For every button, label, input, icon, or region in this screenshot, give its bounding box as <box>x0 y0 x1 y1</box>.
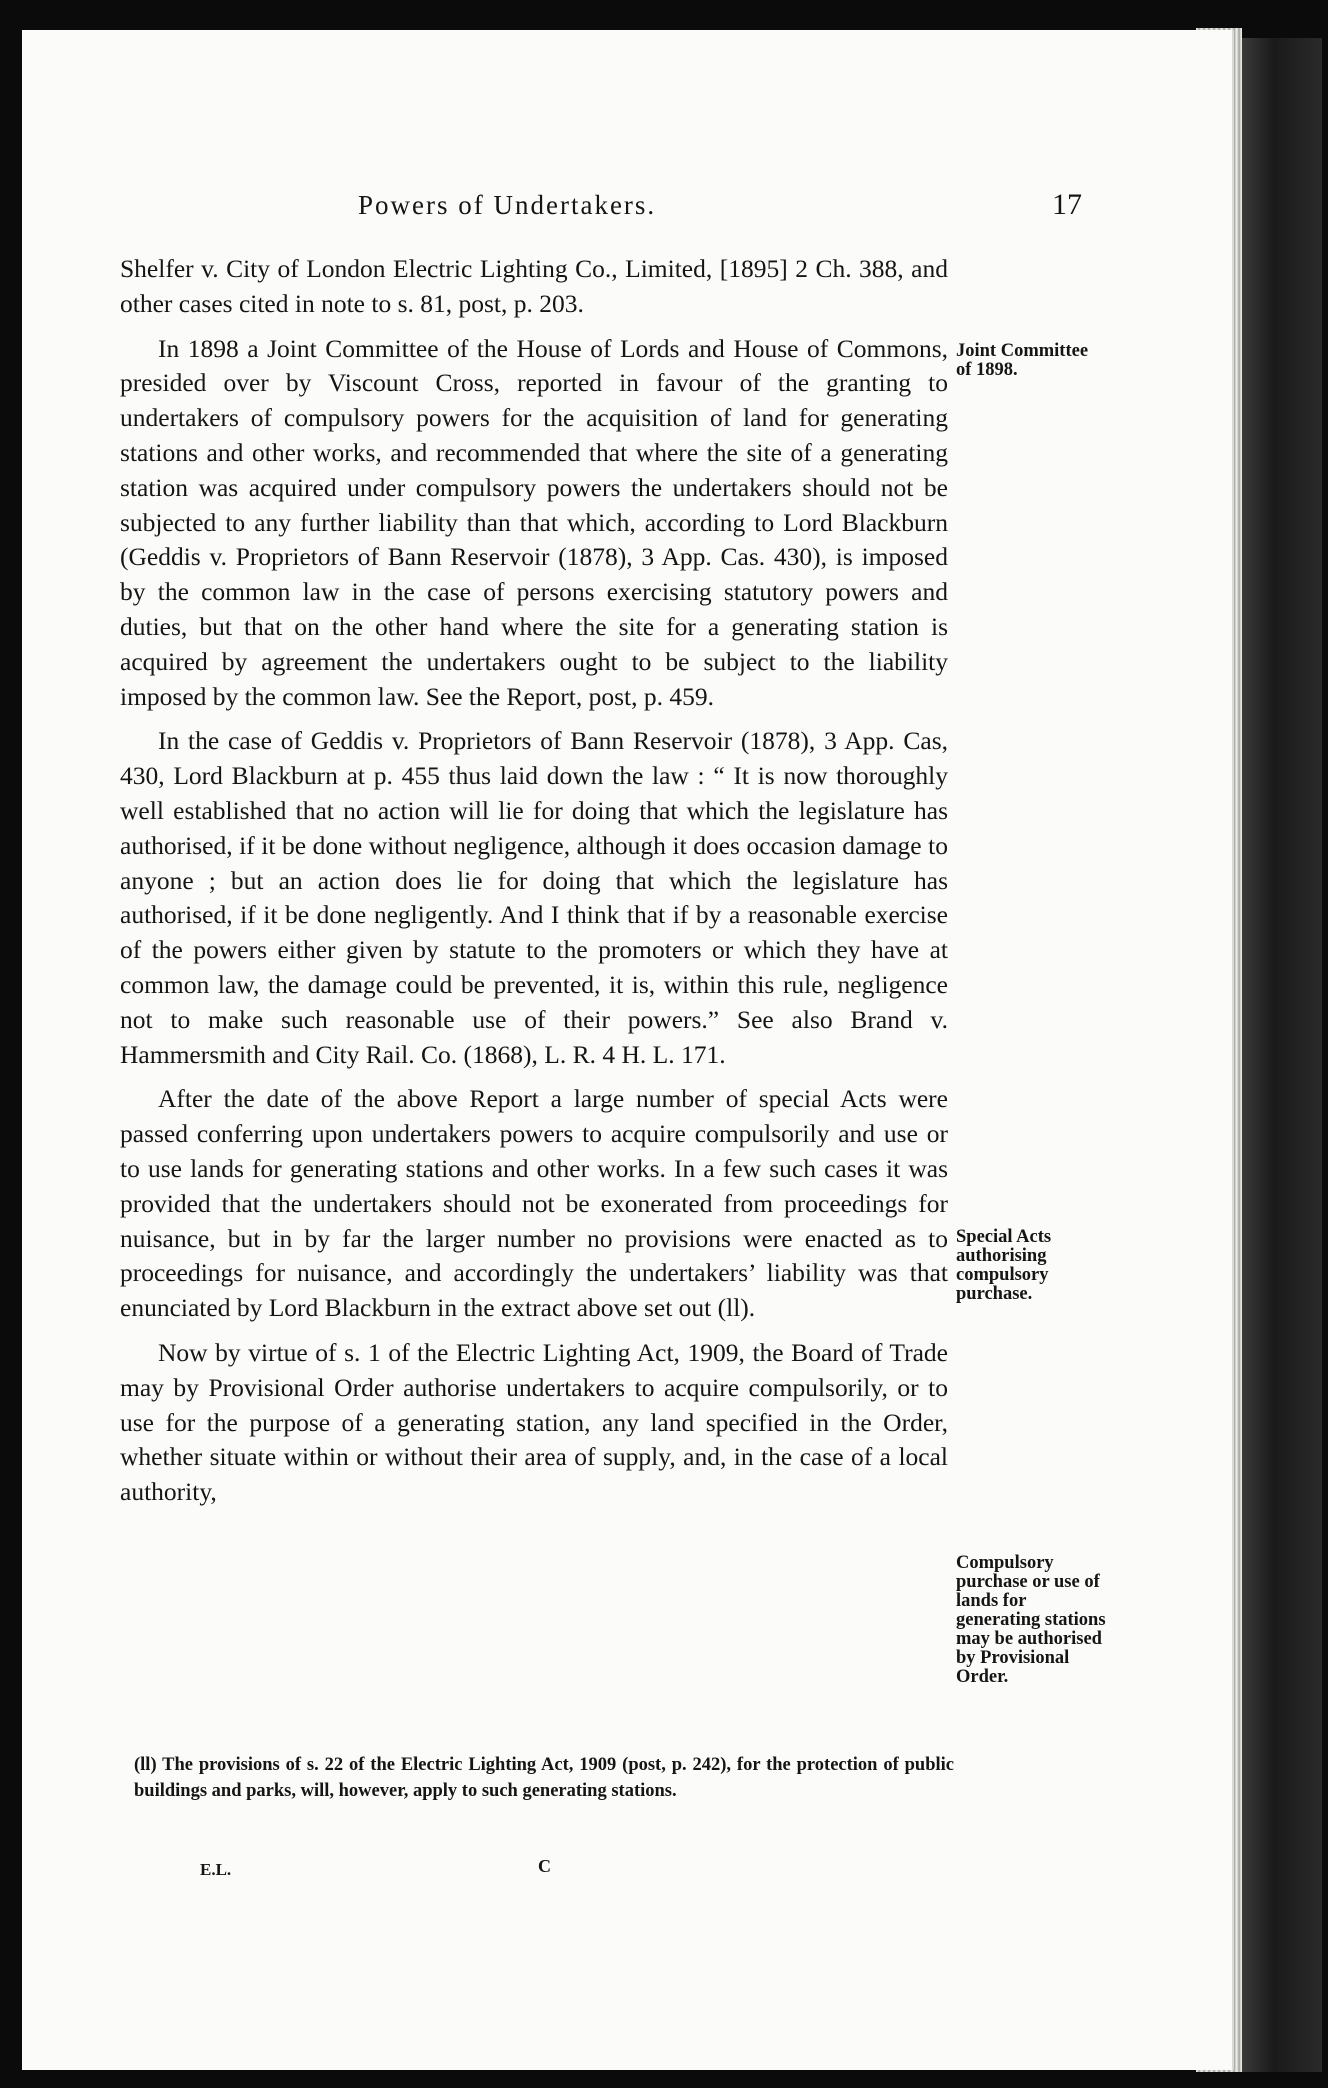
paragraph-4: After the date of the above Report a large number of special Acts were passed conferring upon undertakers powers to acquire compulsorily and use or to use lands for generating stations and other works. In a few such cases it was provided that the undertakers should not be exonerated from proceedings for nuisance, but in by far the larger number no provisions were enacted as to proceedings for nuisance, and accordingly the undertakers’ liability was that enunciated by Lord Blackburn in the extract above set out (ll). <box>120 1084 948 1323</box>
paragraph-1: Shelfer v. City of London Electric Lighting Co., Limited, [1895] 2 Ch. 388, and other cases cited in note to s. 81, post, p. 203. <box>120 254 948 318</box>
footnote: (ll) The provisions of s. 22 of the Electric Lighting Act, 1909 (post, p. 242), for the protection of public buildings and parks, will, however, apply to such generating stations. <box>134 1755 954 1801</box>
paragraph-2: In 1898 a Joint Committee of the House of Lords and House of Commons, presided over by Viscount Cross, reported in favour of the granting to undertakers of compulsory powers for the acquisition of land for generating stations and other works, and recommended that where the site of a generating station was acquired under compulsory powers the undertakers should not be subjected to any further liability than that which, according to Lord Blackburn (Geddis v. Proprietors of Bann Reservoir (1878), 3 App. Cas. 430), is imposed by the common law in the case of persons exercising statutory powers and duties, but that on the other hand where the site for a generating station is acquired by agreement the undertakers ought to be subject to the liability imposed by the common law. See the Report, post, p. 459. <box>120 333 948 711</box>
signature-mark: C <box>538 1856 551 1876</box>
book-cover <box>1242 38 1322 2072</box>
page-number: 17 <box>1052 188 1082 221</box>
paragraph-5: Now by virtue of s. 1 of the Electric Lighting Act, 1909, the Board of Trade may by Provisional Order authorise undertakers to acquire compulsorily, or to use for the purpose of a generating station, any land specified in the Order, whether situate within or without their area of supply, and, in the case of a local authority, <box>120 1337 948 1507</box>
margin-note-compulsory-purchase: Compulsory purchase or use of lands for generating stations may be authorised by Provisional Order. <box>956 1553 1106 1687</box>
margin-note-special-acts: Special Acts authorising compulsory purchase. <box>956 1227 1052 1304</box>
running-title: Powers of Undertakers. <box>358 190 657 220</box>
signature-mark-left: E.L. <box>200 1860 232 1879</box>
margin-note-joint-committee: Joint Committee of 1898. <box>956 341 1089 380</box>
paragraph-3: In the case of Geddis v. Proprietors of Bann Reservoir (1878), 3 App. Cas, 430, Lord Blackburn at p. 455 thus laid down the law : “ It is now thoroughly well established that no action will lie for doing that which the legislature has authorised, if it be done without negligence, although it does occasion damage to anyone ; but an action does lie for doing that which the legislature has authorised, if it be done negligently. And I think that if by a reasonable exercise of the powers either given by statute to the promoters or which they have at common law, the damage could be prevented, it is, within this rule, negligence not to make such reasonable use of their powers.” See also Brand v. Hammersmith and City Rail. Co. (1868), L. R. 4 H. L. 171. <box>120 726 948 1069</box>
body-column <box>120 252 948 1520</box>
